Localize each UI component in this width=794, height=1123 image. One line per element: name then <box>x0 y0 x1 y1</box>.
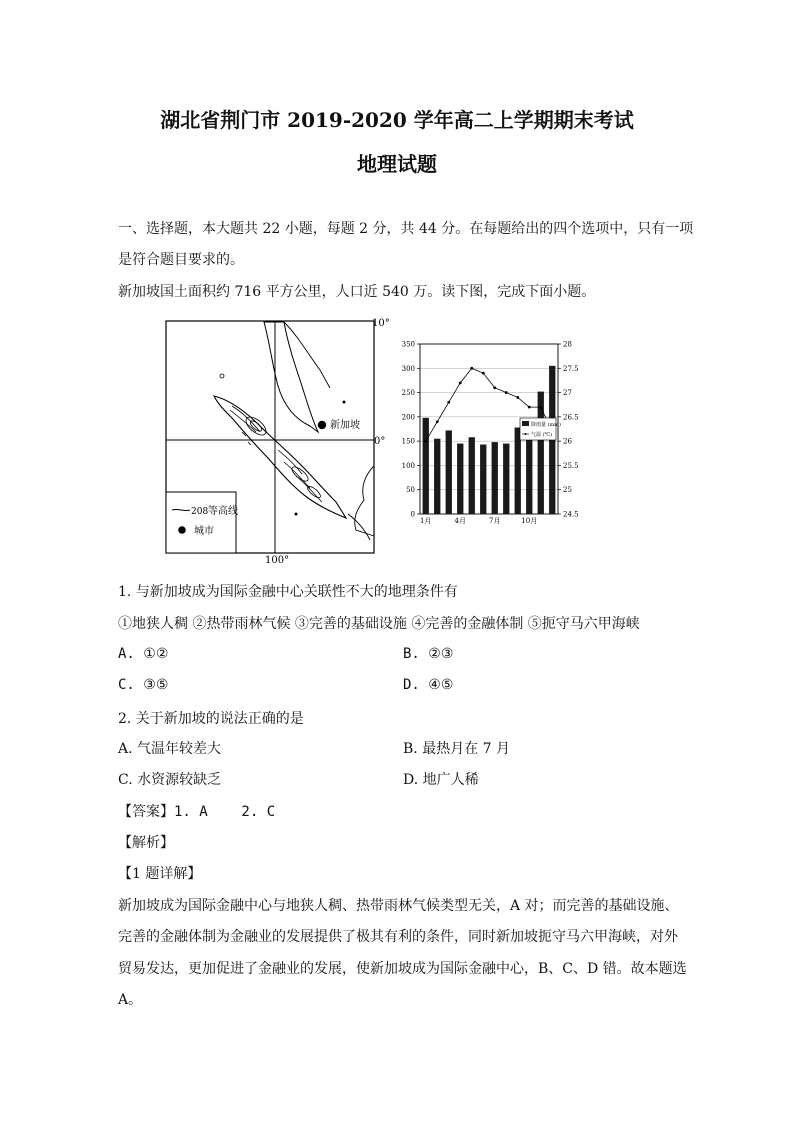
lon-100-label: 100° <box>265 555 290 566</box>
question-1-option-b[interactable]: B. ②③ <box>403 646 454 662</box>
precip-bar-5 <box>469 437 475 514</box>
legend-precip-label: 降雨量 (mm) <box>531 422 561 428</box>
temperature-point-6 <box>482 372 485 375</box>
precip-bar-4 <box>457 444 463 514</box>
question-2-option-b[interactable]: B. 最热月在 7 月 <box>403 741 510 757</box>
malay-peninsula <box>264 322 318 432</box>
temperature-point-7 <box>493 386 496 389</box>
right-tick-label: 27.5 <box>563 364 579 373</box>
lat-10-label: 10° <box>372 318 390 329</box>
sumatra-map <box>160 314 390 566</box>
right-tick-label: 26.5 <box>563 413 579 422</box>
temperature-point-10 <box>528 406 531 409</box>
precip-bar-11 <box>538 392 544 514</box>
temperature-point-11 <box>539 406 542 409</box>
precip-bar-8 <box>503 444 509 514</box>
x-tick-label: 1月 <box>420 517 432 525</box>
answer-line <box>118 801 275 821</box>
left-tick-label: 150 <box>401 437 415 446</box>
detail-label: 【1 题详解】 <box>118 866 202 882</box>
question-1-option-d[interactable]: D. ④⑤ <box>403 677 454 693</box>
contour-legend-value: 208 <box>191 507 209 517</box>
question-2-option-a[interactable]: A. 气温年较差大 <box>118 741 222 757</box>
city-legend-symbol <box>178 526 186 534</box>
left-tick-label: 100 <box>401 461 415 470</box>
legend-bar-swatch <box>522 421 529 426</box>
coastline-north <box>284 322 330 388</box>
precip-bar-9 <box>515 428 521 514</box>
detail-line-4: A。 <box>118 992 143 1008</box>
intro-text: 新加坡国土面积约 716 平方公里，人口近 540 万。读下图，完成下面小题。 <box>118 284 596 300</box>
x-tick-label: 4月 <box>454 517 466 525</box>
precip-bar-3 <box>446 430 452 514</box>
analysis-label: 【解析】 <box>118 835 174 851</box>
question-2-option-c[interactable]: C. 水资源较缺乏 <box>118 772 222 788</box>
page-title: 湖北省荆门市 2019-2020 学年高二上学期期末考试 <box>160 108 634 132</box>
detail-line-1: 新加坡成为国际金融中心与地狭人稠、热带雨林气候类型无关，A 对；而完善的基础设施、 <box>118 898 679 914</box>
question-2-option-d[interactable]: D. 地广人稀 <box>403 772 479 788</box>
right-tick-label: 26 <box>563 437 572 446</box>
lat-0-label: 0° <box>374 436 386 447</box>
precip-bar-6 <box>480 445 486 514</box>
contour-legend-label: 等高线 <box>208 506 238 517</box>
answer-text: 1. A 2. C <box>174 804 276 820</box>
section-instruction-line-2: 是符合题目要求的。 <box>118 252 244 268</box>
left-tick-label: 300 <box>401 364 415 373</box>
right-tick-label: 28 <box>563 340 572 349</box>
question-1-option-c[interactable]: C. ③⑤ <box>118 677 169 693</box>
question-1-stem: 1. 与新加坡成为国际金融中心关联性不大的地理条件有 <box>118 584 458 600</box>
legend-line-dot <box>525 433 527 435</box>
legend-temp-label: 气温 (℃) <box>531 432 553 438</box>
left-tick-label: 200 <box>401 413 415 422</box>
singapore-label: 新加坡 <box>330 420 360 431</box>
singapore-city-marker <box>318 421 326 429</box>
right-tick-label: 27 <box>563 389 572 398</box>
precip-bar-7 <box>492 442 498 514</box>
left-tick-label: 50 <box>406 486 415 495</box>
temperature-point-5 <box>470 367 473 370</box>
page-subtitle: 地理试题 <box>357 152 437 176</box>
temperature-point-4 <box>459 381 462 384</box>
left-tick-label: 250 <box>401 389 415 398</box>
right-tick-label: 25.5 <box>563 461 579 470</box>
question-1-option-a[interactable]: A. ①② <box>118 646 169 662</box>
x-tick-label: 7月 <box>489 517 501 525</box>
right-tick-label: 25 <box>563 486 572 495</box>
precip-bar-10 <box>526 433 532 514</box>
section-instruction-line-1: 一、选择题，本大题共 22 小题，每题 2 分，共 44 分。在每题给出的四个选项中，只有一项 <box>118 221 694 237</box>
temperature-point-8 <box>505 391 508 394</box>
question-1-items: ①地狭人稠 ②热带雨林气候 ③完善的基础设施 ④完善的金融体制 ⑤扼守马六甲海峡 <box>118 616 640 632</box>
city-legend-label: 城市 <box>194 526 214 537</box>
left-tick-label: 350 <box>401 340 415 349</box>
climate-chart <box>394 334 594 534</box>
precip-bar-2 <box>434 439 440 514</box>
temperature-point-1 <box>424 440 427 443</box>
temperature-point-3 <box>447 401 450 404</box>
temperature-point-2 <box>436 420 439 423</box>
detail-line-3: 贸易发达，更加促进了金融业的发展，使新加坡成为国际金融中心，B、C、D 错。故本题选 <box>118 961 687 977</box>
temperature-point-9 <box>516 396 519 399</box>
left-tick-label: 0 <box>410 510 415 519</box>
answer-label: 【答案】 <box>118 804 174 820</box>
question-2-stem: 2. 关于新加坡的说法正确的是 <box>118 711 304 727</box>
x-tick-label: 10月 <box>521 517 538 525</box>
map-legend <box>166 492 236 553</box>
precip-bar-1 <box>423 418 429 514</box>
right-tick-label: 24.5 <box>563 510 579 519</box>
detail-line-2: 完善的金融体制为金融业的发展提供了极其有利的条件，同时新加坡扼守马六甲海峡，对外 <box>118 929 678 945</box>
